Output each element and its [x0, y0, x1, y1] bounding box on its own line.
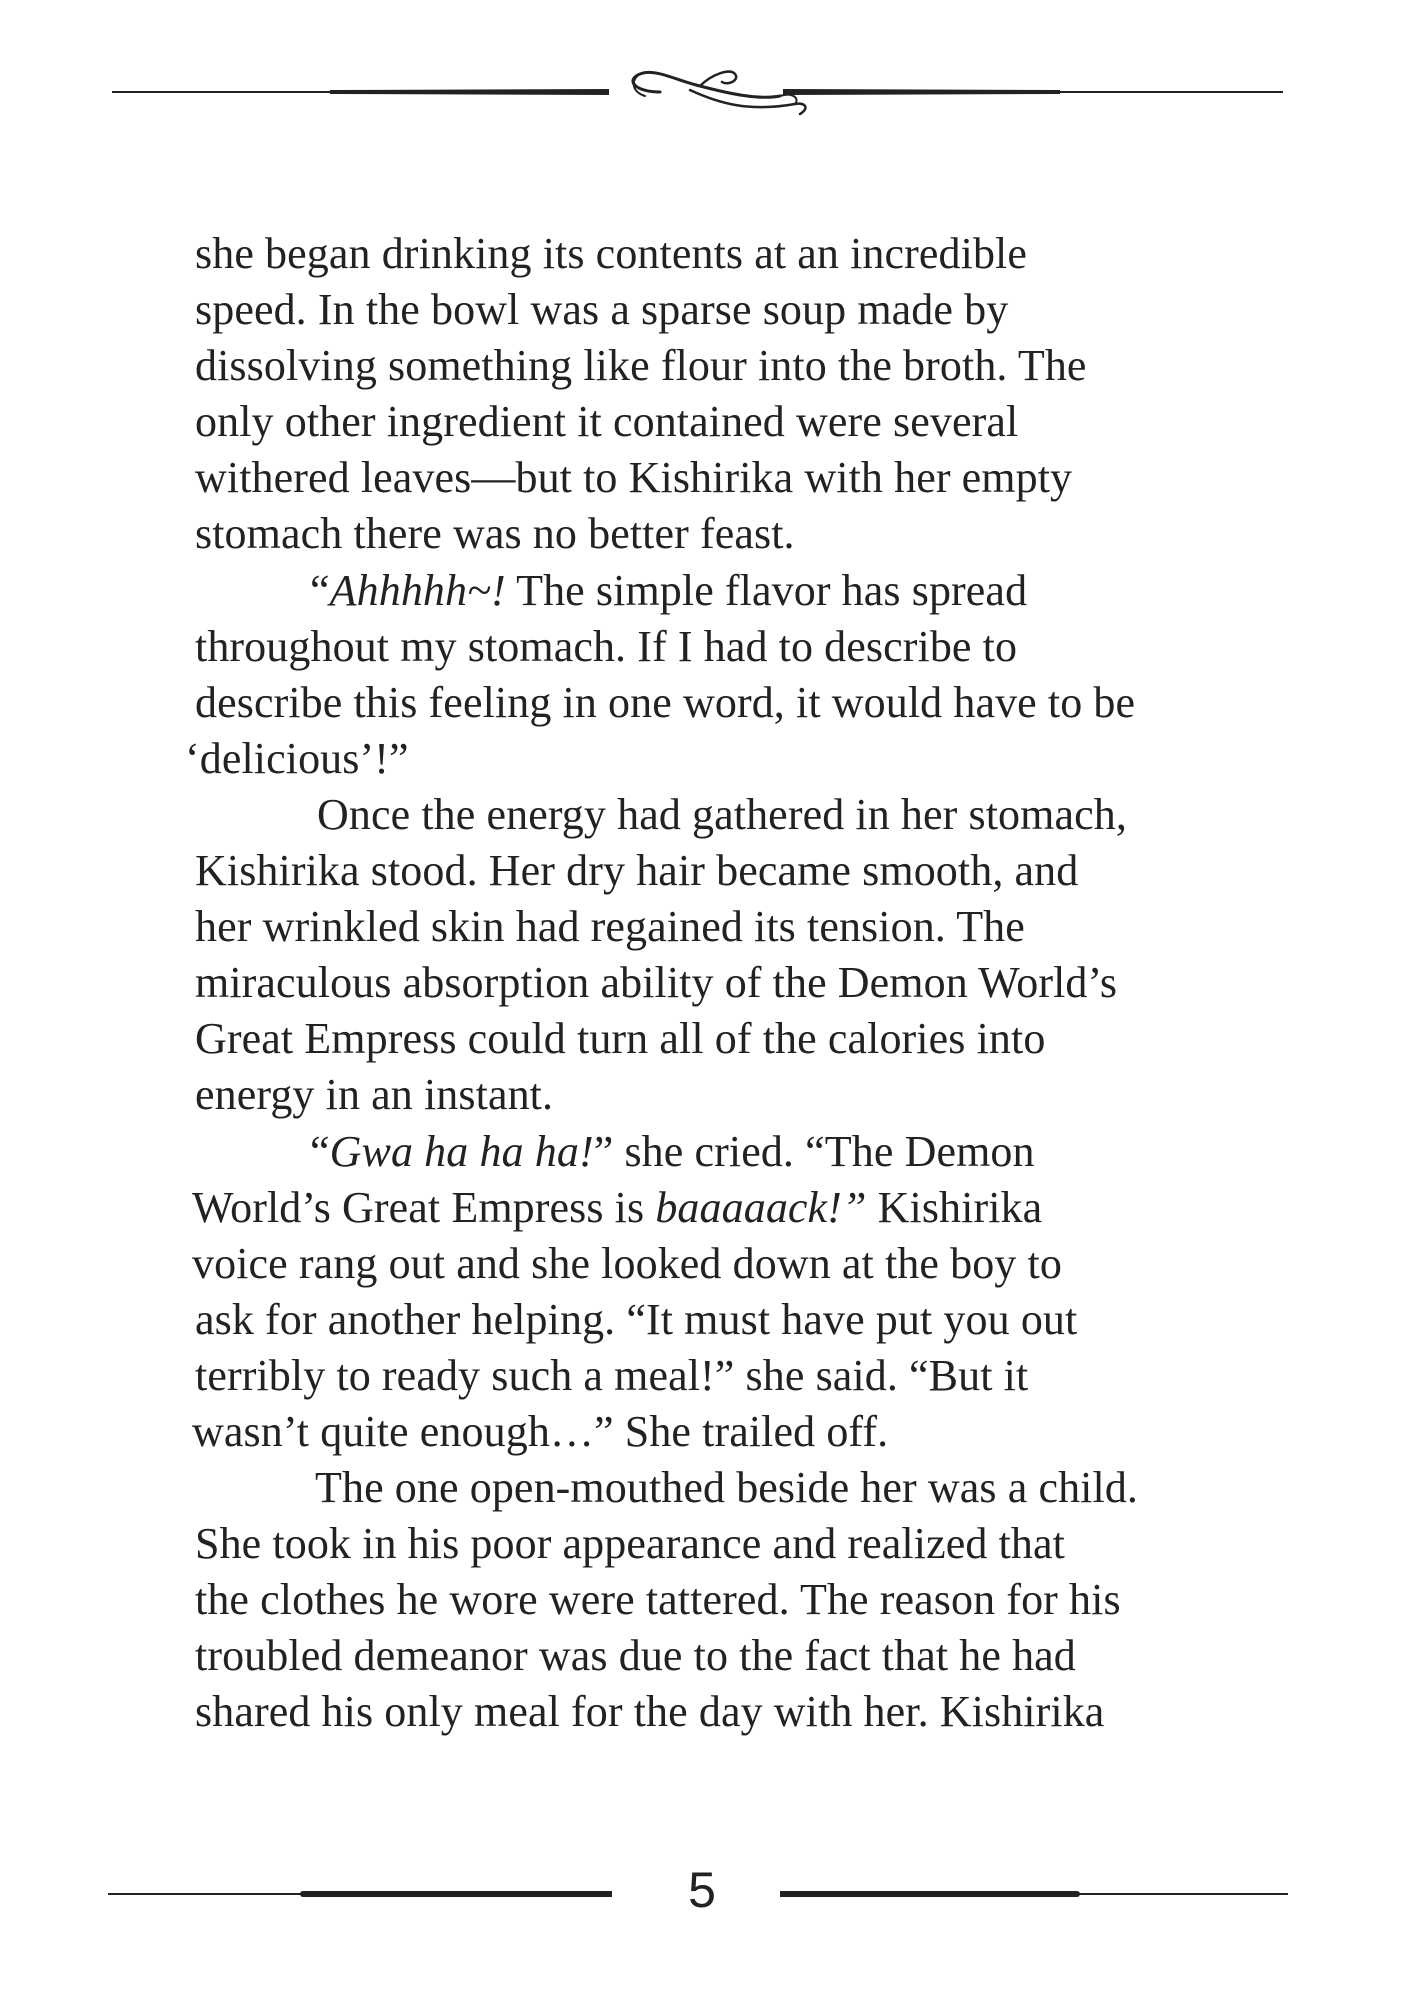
text-line: she began drinking its contents at an incredible — [195, 229, 1028, 278]
page-footer — [0, 1850, 1404, 1930]
text-line: speed. In the bowl was a sparse soup made by — [195, 285, 1009, 335]
text-line: shared his only meal for the day with her. Kishirika — [195, 1687, 1105, 1737]
text-line: terribly to ready such a meal!” she said. “But it — [195, 1350, 1029, 1400]
text-line: her wrinkled skin had regained its tension. The — [195, 902, 1025, 952]
text-line: the clothes he wore were tattered. The reason for his — [195, 1575, 1121, 1625]
paragraph-start-line: The one open-mouthed beside her was a child. — [315, 1463, 1139, 1513]
page-number: 5 — [688, 1862, 716, 1918]
text-line: throughout my stomach. If I had to describe to — [195, 621, 1018, 671]
paragraph-start-line: “Gwa ha ha ha!” she cried. “The Demon — [310, 1126, 1035, 1176]
text-line: wasn’t quite enough…” She trailed off. — [192, 1406, 889, 1456]
text-line: miraculous absorption ability of the Demon World’s — [195, 958, 1118, 1008]
text-line: describe this feeling in one word, it would have to be — [195, 677, 1136, 727]
text-line: dissolving something like flour into the broth. The — [195, 341, 1087, 391]
book-page-body — [185, 226, 1255, 1741]
footer-rule-right-bold — [780, 1891, 1080, 1897]
text-line: World’s Great Empress is baaaaack!” Kishirika — [192, 1182, 1043, 1232]
text-line: ask for another helping. “It must have put you out — [195, 1294, 1078, 1344]
header-flourish-divider — [0, 0, 1404, 160]
text-line: troubled demeanor was due to the fact that he had — [195, 1631, 1076, 1681]
text-line: stomach there was no better feast. — [195, 509, 795, 559]
paragraph-start-line: Once the energy had gathered in her stomach, — [317, 789, 1127, 839]
paragraph-start-line: “Ahhhhh~! The simple flavor has spread — [310, 565, 1028, 615]
text-line: energy in an instant. — [195, 1070, 554, 1120]
text-line: only other ingredient it contained were several — [195, 397, 1019, 447]
text-line: withered leaves—but to Kishirika with her empty — [195, 453, 1073, 503]
text-line: She took in his poor appearance and realized that — [195, 1519, 1065, 1569]
text-line: Kishirika stood. Her dry hair became smooth, and — [195, 846, 1079, 896]
footer-rule-left-bold — [300, 1891, 612, 1897]
scroll-flourish-icon — [633, 72, 805, 114]
text-line: Great Empress could turn all of the calories into — [195, 1014, 1046, 1064]
text-line: ‘delicious’!” — [185, 733, 409, 783]
text-line: voice rang out and she looked down at the boy to — [192, 1238, 1062, 1288]
